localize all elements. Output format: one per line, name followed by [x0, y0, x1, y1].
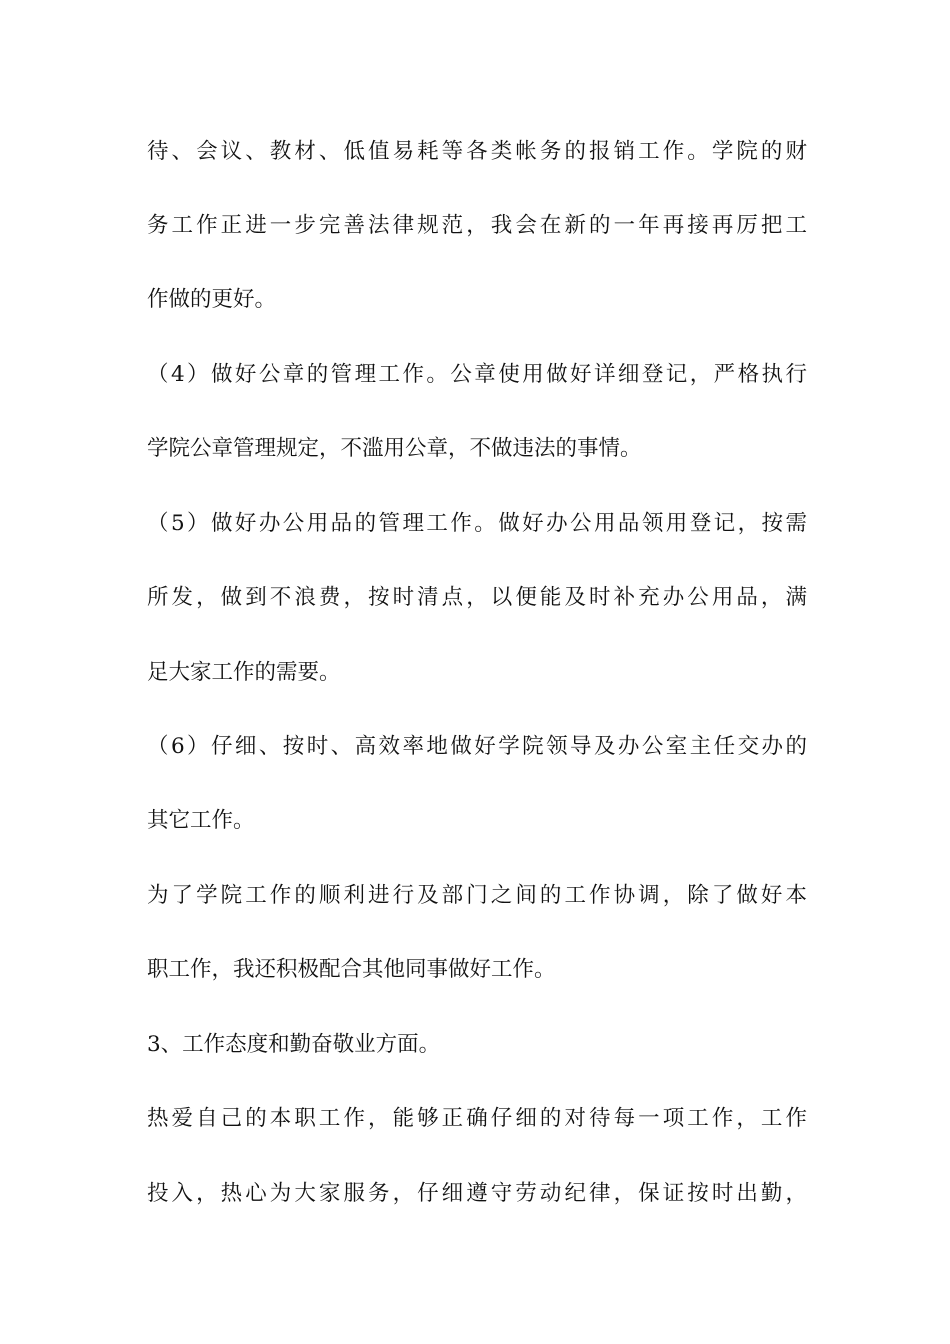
text-line-11: 为了学院工作的顺利进行及部门之间的工作协调，除了做好本 — [147, 883, 807, 908]
text-line-12: 职工作，我还积极配合其他同事做好工作。 — [147, 957, 556, 982]
text-line-10: 其它工作。 — [147, 808, 255, 833]
text-line-5: 学院公章管理规定，不滥用公章，不做违法的事情。 — [147, 436, 642, 461]
text-line-15: 投入，热心为大家服务，仔细遵守劳动纪律，保证按时出勤， — [147, 1181, 807, 1206]
text-line-14: 热爱自己的本职工作，能够正确仔细的对待每一项工作，工作 — [147, 1106, 807, 1131]
text-line-4: （4）做好公章的管理工作。公章使用做好详细登记，严格执行 — [147, 362, 807, 387]
text-line-6: （5）做好办公用品的管理工作。做好办公用品领用登记，按需 — [147, 511, 807, 536]
text-line-2: 务工作正进一步完善法律规范，我会在新的一年再接再厉把工 — [147, 213, 807, 238]
text-line-7: 所发，做到不浪费，按时清点，以便能及时补充办公用品，满 — [147, 585, 807, 610]
text-line-3: 作做的更好。 — [147, 287, 277, 312]
text-line-8: 足大家工作的需要。 — [147, 660, 341, 685]
text-line-1: 待、会议、教材、低值易耗等各类帐务的报销工作。学院的财 — [147, 139, 807, 164]
text-line-9: （6）仔细、按时、高效率地做好学院领导及办公室主任交办的 — [147, 734, 807, 759]
text-line-13: 3、工作态度和勤奋敬业方面。 — [147, 1032, 441, 1057]
